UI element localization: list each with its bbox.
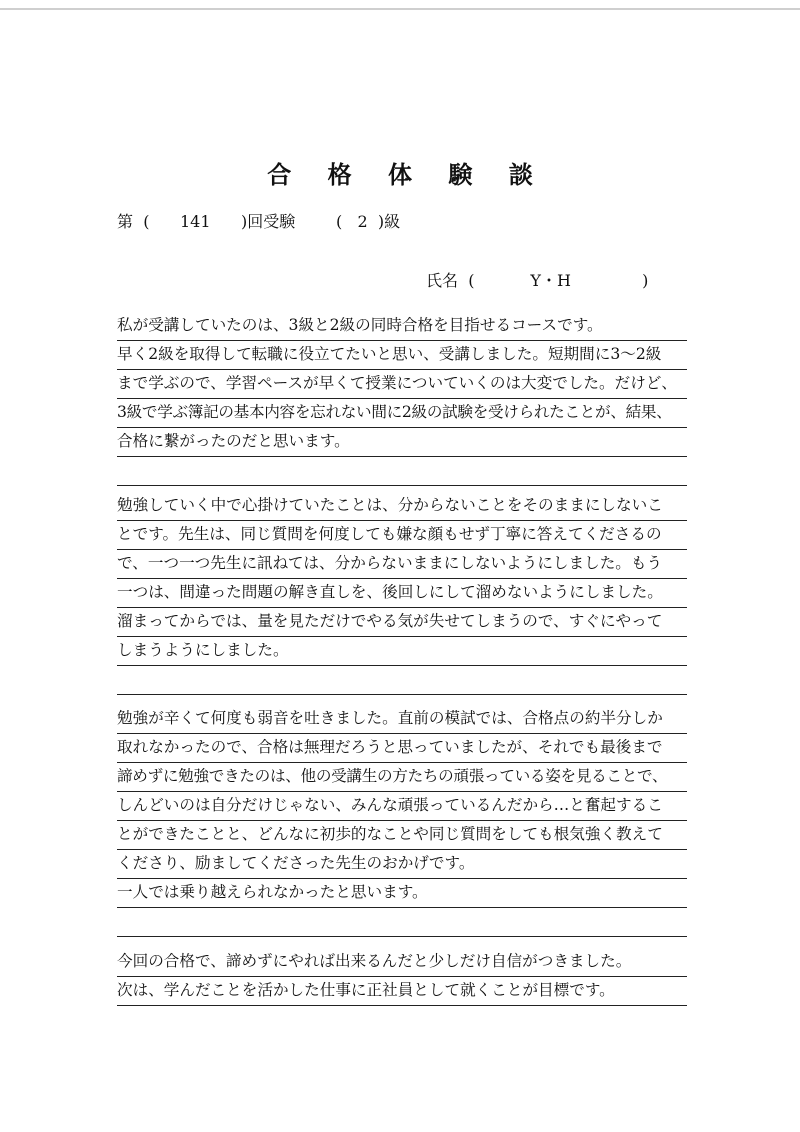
text-line: 次は、学んだことを活かした仕事に正社員として就くことが目標です。 (117, 977, 687, 1006)
text-line: とです。先生は、同じ質問を何度しても嫌な顔もせず丁寧に答えてくださるの (117, 521, 687, 550)
exam-prefix: 第 (117, 212, 134, 231)
text-line: 3級で学ぶ簿記の基本内容を忘れない間に2級の試験を受けられたことが、結果、 (117, 399, 687, 428)
name-field (426, 268, 648, 291)
scan-edge-line (0, 8, 800, 10)
paragraph-4 (117, 948, 687, 1006)
text-line: しまうようにしました。 (117, 637, 687, 666)
text-line: で、一つ一つ先生に訊ねては、分からないままにしないようにしました。もう (117, 550, 687, 579)
name-open-paren: ( (468, 271, 475, 290)
blank-line (117, 666, 687, 695)
text-line: 早く2級を取得して転職に役立てたいと思い、受講しました。短期間に3～2級 (117, 341, 687, 370)
text-line: とができたことと、どんなに初歩的なことや同じ質問をしても根気強く教えて (117, 821, 687, 850)
grade-suffix: 級 (384, 212, 401, 231)
name-value: Y・H (530, 271, 571, 290)
text-line: 私が受講していたのは、3級と2級の同時合格を目指せるコースです。 (117, 312, 687, 341)
text-line: 一人では乗り越えられなかったと思います。 (117, 879, 687, 908)
text-line: 取れなかったので、合格は無理だろうと思っていましたが、それでも最後まで (117, 734, 687, 763)
paragraph-3 (117, 705, 687, 937)
grade-close-paren: ) (377, 212, 385, 231)
text-line: 合格に繋がったのだと思います。 (117, 428, 687, 457)
text-line: くださり、励ましてくださった先生のおかげです。 (117, 850, 687, 879)
text-line: しんどいのは自分だけじゃない、みんな頑張っているんだから…と奮起するこ (117, 792, 687, 821)
name-close-paren: ) (642, 271, 649, 290)
text-line: 勉強が辛くて何度も弱音を吐きました。直前の模試では、合格点の約半分しか (117, 705, 687, 734)
text-line: 勉強していく中で心掛けていたことは、分からないことをそのままにしないこ (117, 492, 687, 521)
blank-line (117, 457, 687, 486)
text-line: まで学ぶので、学習ペースが早くて授業についていくのは大変でした。だけど、 (117, 370, 687, 399)
exam-label: 回受験 (247, 212, 296, 231)
text-line: 一つは、間違った問題の解き直しを、後回しにして溜めないようにしました。 (117, 579, 687, 608)
paragraph-1 (117, 312, 687, 486)
exam-info (117, 209, 400, 232)
name-label: 氏名 (426, 271, 459, 290)
exam-close-paren: ) (241, 212, 248, 231)
paragraph-2 (117, 492, 687, 695)
blank-line (117, 908, 687, 937)
text-line: 諦めずに勉強できたのは、他の受講生の方たちの頑張っている姿を見ることで、 (117, 763, 687, 792)
exam-session-number: 141 (179, 212, 211, 231)
exam-grade: 2 (357, 212, 368, 231)
text-line: 今回の合格で、諦めずにやれば出来るんだと少しだけ自信がつきました。 (117, 948, 687, 977)
exam-open-paren: ( (143, 212, 150, 231)
grade-open-paren: ( (335, 212, 343, 231)
text-line: 溜まってからでは、量を見ただけでやる気が失せてしまうので、すぐにやって (117, 608, 687, 637)
document-title: 合 格 体 験 談 (267, 160, 547, 189)
